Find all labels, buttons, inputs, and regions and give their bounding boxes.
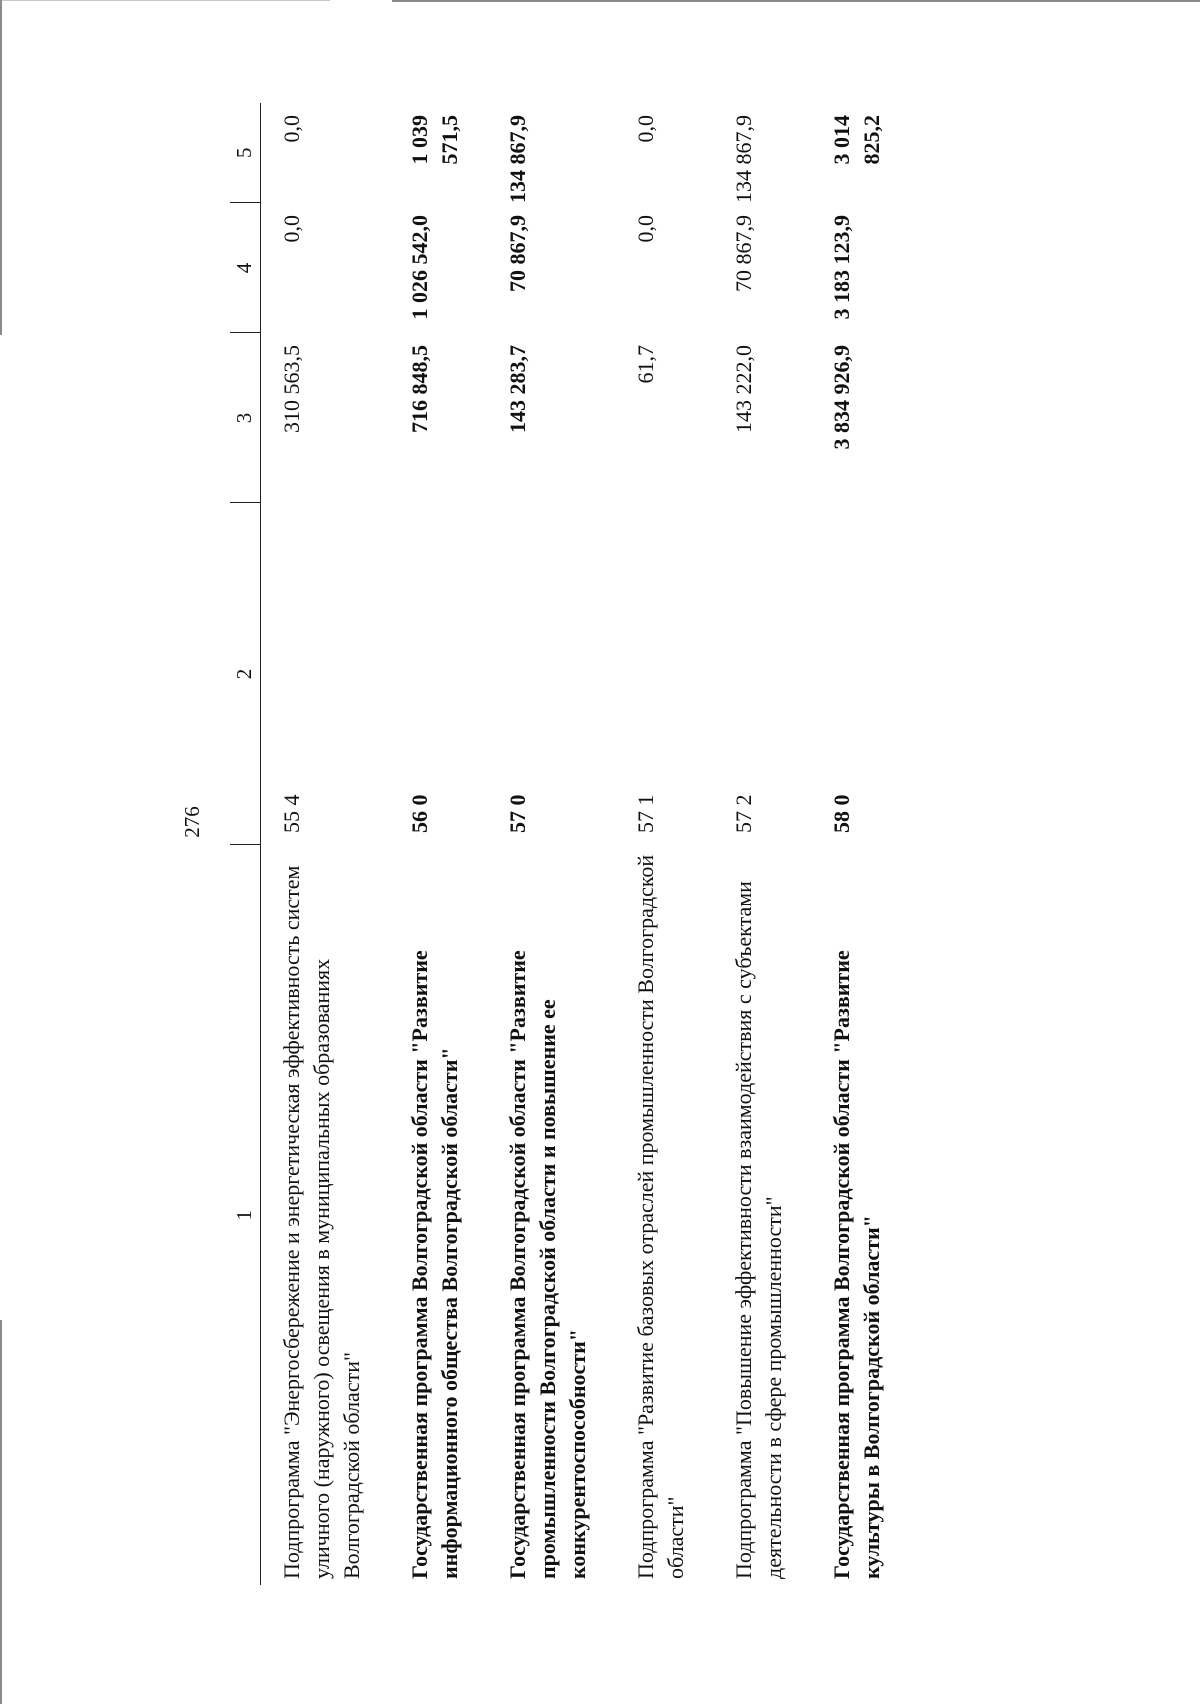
program-name: Государственная программа Волгоградской области "Развитие промышленности Волгоградской области и повышение ее конкурентоспособности" [505,950,590,1579]
column-header-1: 1 [230,845,261,1585]
program-name: Подпрограмма "Развитие базовых отраслей промышленности Волгоградской области" [633,854,688,1579]
program-code: 58 0 [829,794,854,833]
amount-col3: 310 563,5 [279,345,304,433]
amount-col4: 3 183 123,9 [829,215,854,320]
table-row [631,103,691,1585]
program-code: 56 0 [407,794,432,833]
amount-col4: 0,0 [633,215,658,243]
program-code: 57 0 [505,794,530,833]
table-row [503,103,593,1585]
table-row [261,103,368,1585]
column-header-5: 5 [230,103,261,203]
amount-col3: 143 222,0 [731,345,756,433]
table-header [230,103,261,1585]
document-page [118,103,958,1585]
program-name: Государственная программа Волгоградской области "Развитие информационного общества Волгоградской области" [407,950,462,1579]
scan-edge-left-lower [0,1320,2,1704]
column-header-2: 2 [230,503,261,845]
amount-col3: 143 283,7 [505,345,530,433]
program-code: 57 2 [731,794,756,833]
column-header-3: 3 [230,333,261,503]
table-row [405,103,465,1585]
column-header-4: 4 [230,203,261,333]
scan-edge-left-upper [0,0,2,335]
amount-col3: 716 848,5 [407,345,432,433]
program-name: Подпрограмма "Энергосбережение и энергетическая эффективность систем уличного (наружного) освещения в муниципальных образованиях Волгоградской области" [279,865,364,1579]
amount-col4: 0,0 [279,215,304,243]
amount-col4: 70 867,9 [731,215,756,292]
table-row [827,103,887,1585]
scan-edge-top [392,0,1200,2]
scan-edge-top-left [0,0,330,1]
table-row [729,103,789,1585]
amount-col4: 70 867,9 [505,215,530,292]
table-body [261,103,888,1585]
program-code: 57 1 [633,794,658,833]
amount-col5: 3 014 825,2 [829,115,884,165]
amount-col5: 1 039 571,5 [407,115,462,165]
amount-col5: 0,0 [633,115,658,143]
budget-table [230,103,887,1585]
amount-col4: 1 026 542,0 [407,215,432,320]
amount-col5: 0,0 [279,115,304,143]
amount-col5: 134 867,9 [505,115,530,203]
amount-col5: 134 867,9 [731,115,756,203]
program-name: Государственная программа Волгоградской области "Развитие культуры в Волгоградской области" [829,950,884,1579]
amount-col3: 3 834 926,9 [829,345,854,450]
amount-col3: 61,7 [633,345,658,384]
program-name: Подпрограмма "Повышение эффективности взаимодействия с субъектами деятельности в сфере промышленности" [731,881,786,1579]
page-number: 276 [180,806,204,838]
program-code: 55 4 [279,794,304,833]
